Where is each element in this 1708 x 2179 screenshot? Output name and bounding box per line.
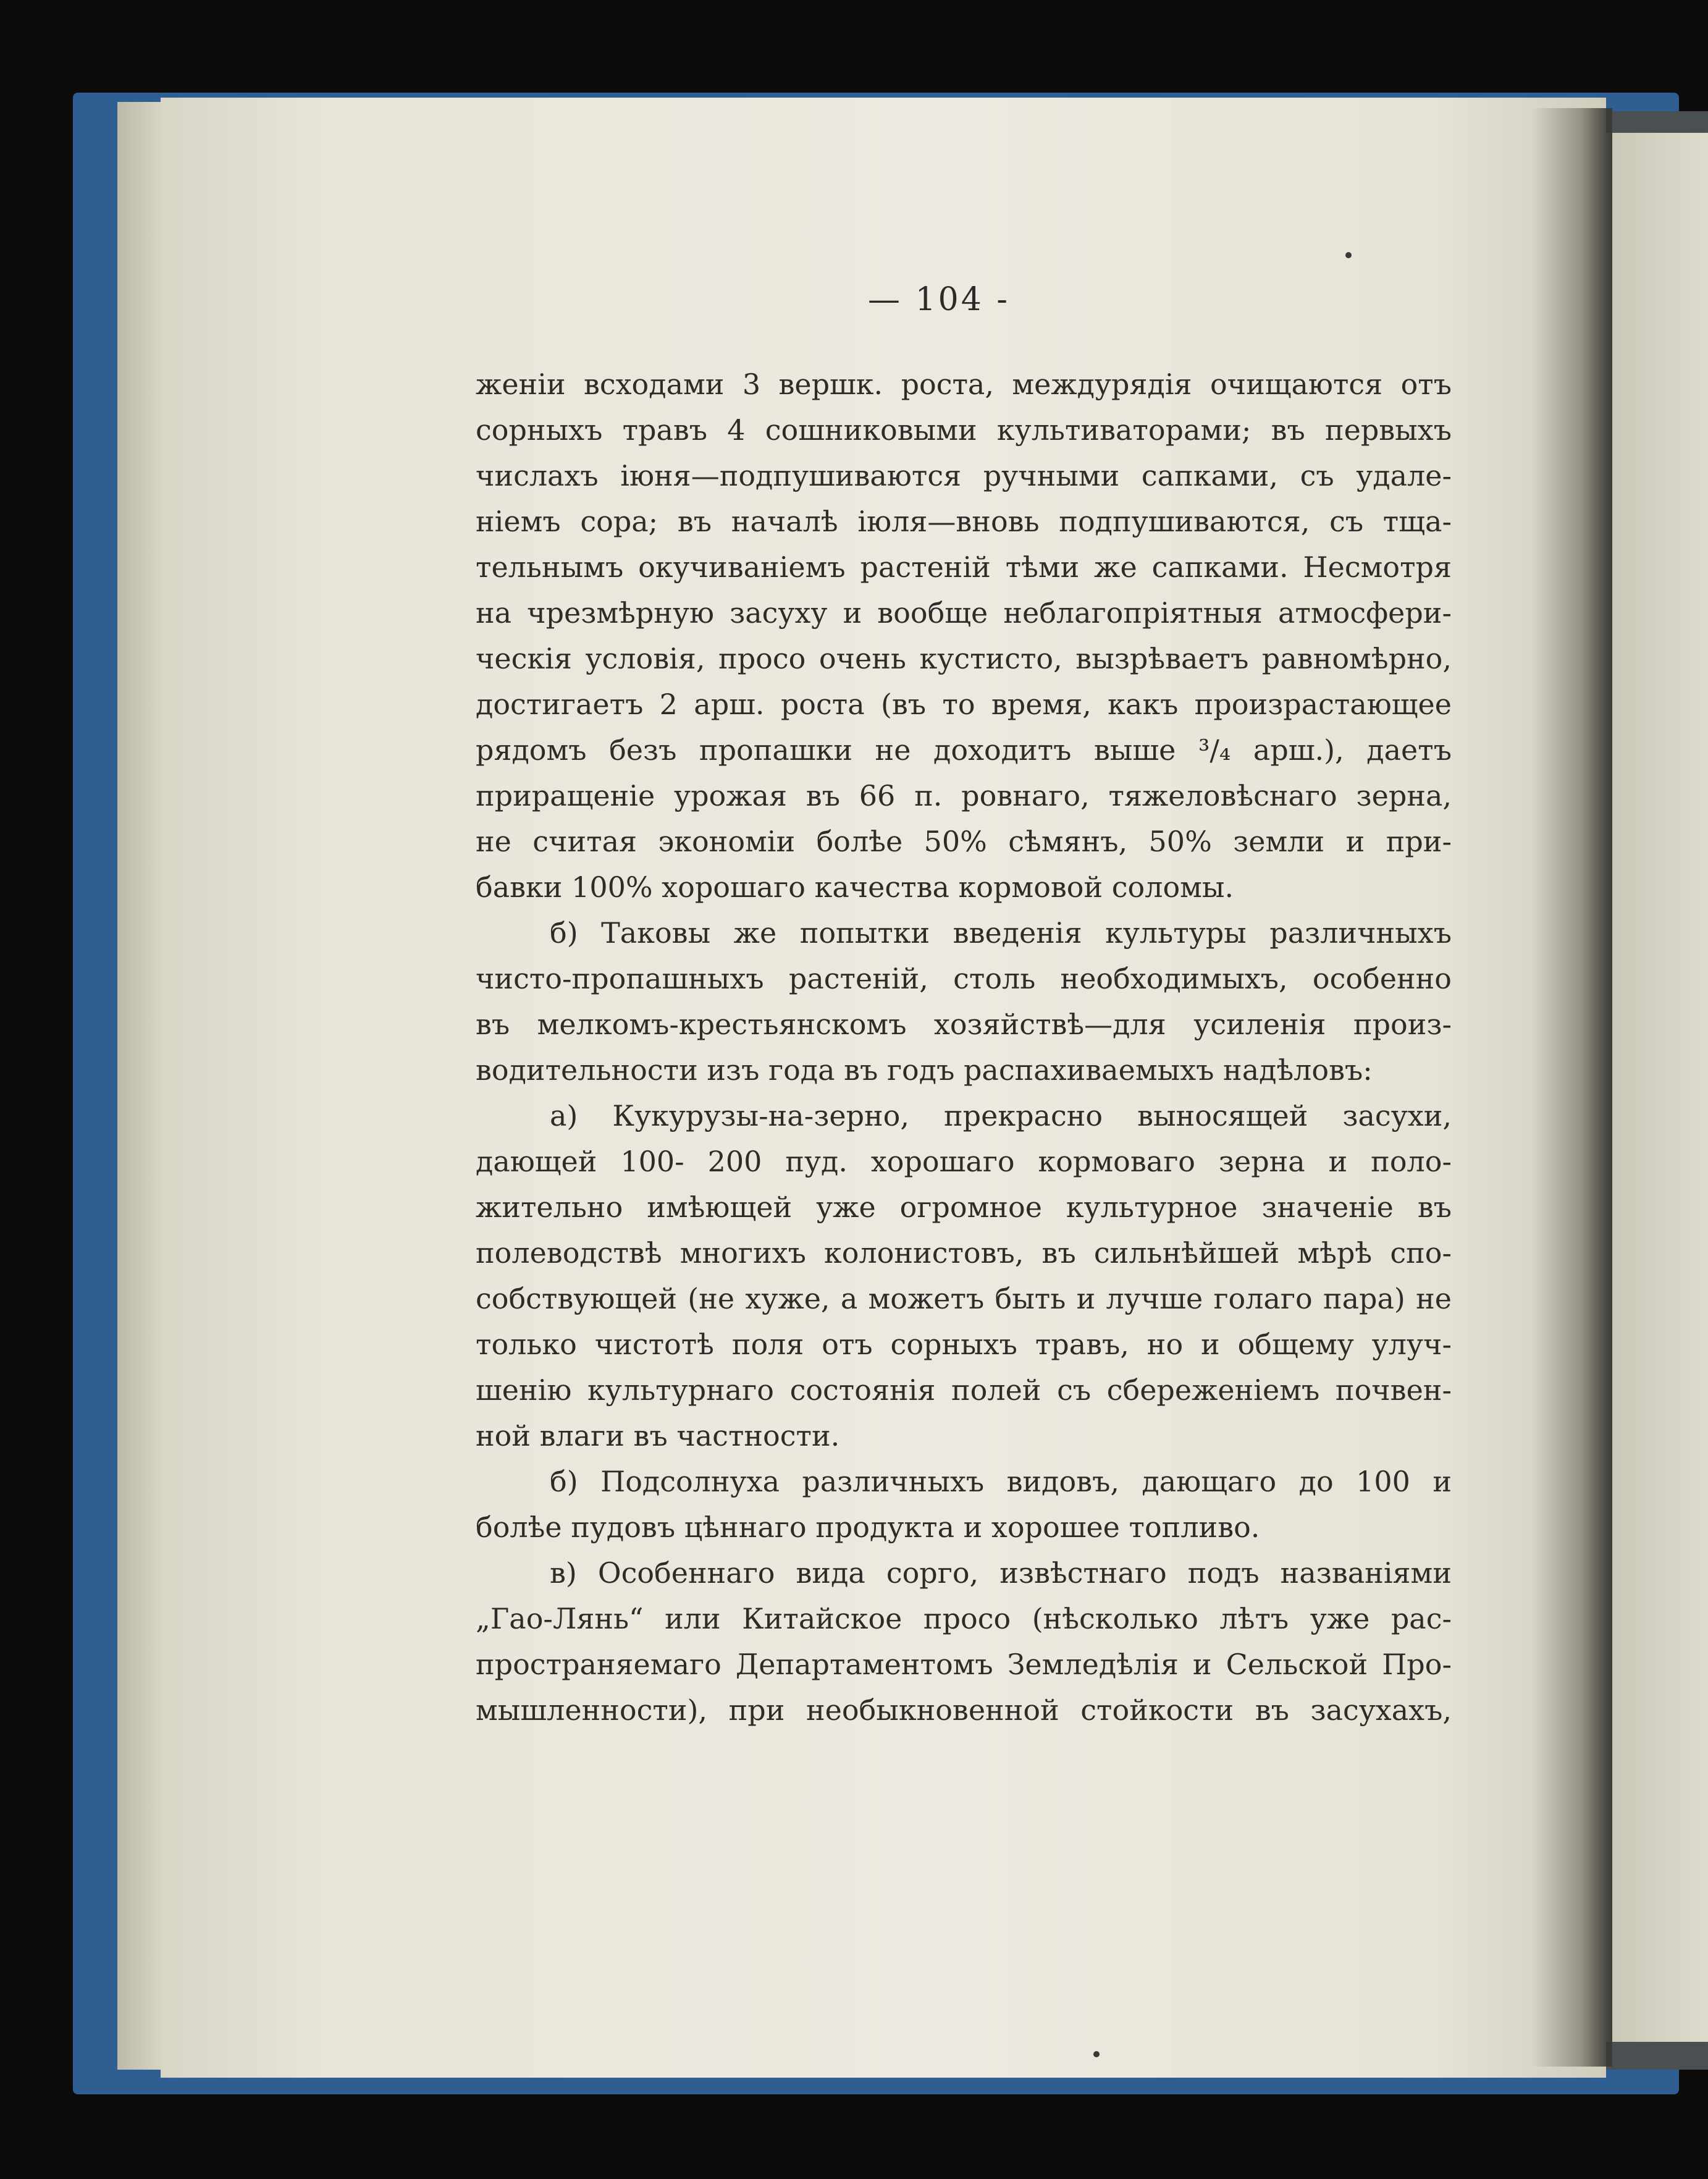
text-line: рядомъ безъ пропашки не доходитъ выше ³/₄ арш.), даетъ [476,733,1452,767]
text-line: пространяемаго Департаментомъ Земледѣлія и Сельской Про- [476,1648,1452,1681]
text-line: собствующей (не хуже, а можетъ быть и лучше голаго пара) не [476,1282,1452,1315]
text-line: болѣе пудовъ цѣннаго продукта и хорошее топливо. [476,1511,1260,1544]
text-line: „Гао-Лянь“ или Китайское просо (нѣсколько лѣтъ уже рас- [476,1602,1452,1635]
text-line: дающей 100- 200 пуд. хорошаго кормоваго зерна и поло- [476,1145,1452,1178]
text-line: в) Особеннаго вида сорго, извѣстнаго подъ названіями [550,1556,1452,1590]
text-line: женіи всходами 3 вершк. роста, междурядія очищаются отъ [476,368,1452,401]
text-line: достигаетъ 2 арш. роста (въ то время, какъ произрастающее [476,688,1452,721]
text-line: полеводствѣ многихъ колонистовъ, въ сильнѣйшей мѣрѣ спо- [476,1236,1452,1270]
text-line: приращеніе урожая въ 66 п. ровнаго, тяжеловѣснаго зерна, [476,779,1452,812]
body-text [476,361,1452,1733]
text-line: сорныхъ травъ 4 сошниковыми культиваторами; въ первыхъ [476,413,1452,447]
text-line: чисто-пропашныхъ растеній, столь необходимыхъ, особенно [476,962,1452,995]
text-line: водительности изъ года въ годъ распахиваемыхъ надѣловъ: [476,1053,1373,1087]
text-line: ніемъ сора; въ началѣ іюля—вновь подпушиваются, съ тща- [476,505,1452,538]
text-line: тельнымъ окучиваніемъ растеній тѣми же сапками. Несмотря [476,550,1452,584]
text-line: въ мелкомъ-крестьянскомъ хозяйствѣ—для усиленія произ- [476,1008,1452,1041]
text-line: только чистотѣ поля отъ сорныхъ травъ, но и общему улуч- [476,1328,1452,1361]
ink-speck [1345,252,1352,258]
text-line: бавки 100% хорошаго качества кормовой соломы. [476,870,1234,904]
page-gutter [1532,108,1612,2067]
text-line: шенію культурнаго состоянія полей съ сбереженіемъ почвен- [476,1373,1452,1407]
text-line: на чрезмѣрную засуху и вообще неблагопріятныя атмосфери- [476,596,1452,630]
text-line: ной влаги въ частности. [476,1419,840,1452]
text-line: жительно имѣющей уже огромное культурное значеніе въ [476,1191,1452,1224]
text-line: ческія условія, просо очень кустисто, вызрѣваетъ равномѣрно, [476,642,1452,675]
next-page-edge [1604,133,1708,2042]
page-number: — 104 - [868,281,1010,318]
ink-speck [1093,2051,1100,2057]
text-line: а) Кукурузы-на-зерно, прекрасно выносящей засухи, [550,1099,1452,1132]
text-line: б) Таковы же попытки введенія культуры различныхъ [550,916,1452,950]
text-line: числахъ іюня—подпушиваются ручными сапками, съ удале- [476,459,1452,492]
text-line: б) Подсолнуха различныхъ видовъ, дающаго до 100 и [550,1465,1452,1498]
text-line: не считая экономіи болѣе 50% сѣмянъ, 50% земли и при- [476,825,1452,858]
text-line: мышленности), при необыкновенной стойкости въ засухахъ, [476,1693,1452,1727]
